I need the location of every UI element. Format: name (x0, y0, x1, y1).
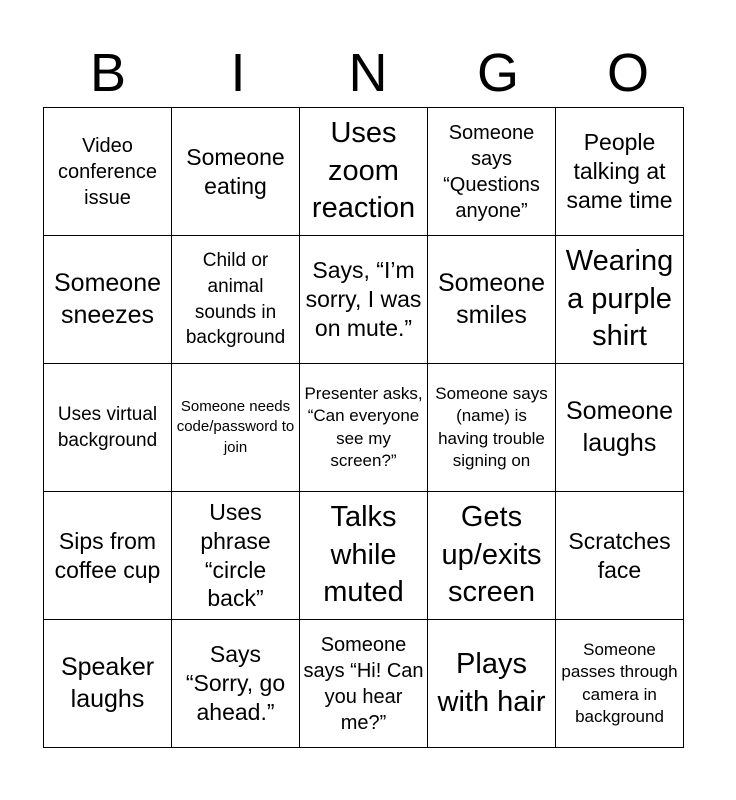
bingo-cell[interactable]: Someone says “Questions anyone” (428, 108, 556, 236)
bingo-cell[interactable]: Presenter asks, “Can everyone see my screen?” (300, 364, 428, 492)
bingo-cell[interactable]: Says “Sorry, go ahead.” (172, 620, 300, 748)
bingo-cell[interactable]: Uses phrase “circle back” (172, 492, 300, 620)
bingo-cell[interactable]: Plays with hair (428, 620, 556, 748)
bingo-cell[interactable]: People talking at same time (556, 108, 684, 236)
bingo-cell[interactable]: Talks while muted (300, 492, 428, 620)
board-row (44, 620, 684, 748)
bingo-cell[interactable]: Someone laughs (556, 364, 684, 492)
bingo-header (43, 40, 693, 106)
bingo-cell[interactable]: Someone says (name) is having trouble signing on (428, 364, 556, 492)
bingo-cell[interactable]: Sips from coffee cup (44, 492, 172, 620)
bingo-cell[interactable]: Speaker laughs (44, 620, 172, 748)
bingo-cell[interactable]: Says, “I’m sorry, I was on mute.” (300, 236, 428, 364)
bingo-cell[interactable]: Someone eating (172, 108, 300, 236)
bingo-cell[interactable]: Video conference issue (44, 108, 172, 236)
bingo-cell[interactable]: Gets up/exits screen (428, 492, 556, 620)
bingo-cell[interactable]: Someone passes through camera in background (556, 620, 684, 748)
board-row (44, 364, 684, 492)
bingo-cell[interactable]: Someone needs code/password to join (172, 364, 300, 492)
header-letter-i: I (230, 43, 246, 103)
bingo-cell[interactable]: Child or animal sounds in background (172, 236, 300, 364)
bingo-cell[interactable]: Someone sneezes (44, 236, 172, 364)
header-letter-n: N (348, 43, 388, 103)
board-row (44, 492, 684, 620)
header-letter-o: O (606, 43, 649, 103)
bingo-cell[interactable]: Wearing a purple shirt (556, 236, 684, 364)
bingo-cell[interactable]: Uses virtual background (44, 364, 172, 492)
header-letter-b: B (89, 43, 127, 103)
bingo-cell[interactable]: Someone says “Hi! Can you hear me?” (300, 620, 428, 748)
bingo-cell[interactable]: Uses zoom reaction (300, 108, 428, 236)
board-row (44, 108, 684, 236)
header-letter-g: G (476, 43, 519, 103)
board-row (44, 236, 684, 364)
bingo-cell[interactable]: Scratches face (556, 492, 684, 620)
bingo-cell[interactable]: Someone smiles (428, 236, 556, 364)
bingo-board (43, 107, 684, 748)
